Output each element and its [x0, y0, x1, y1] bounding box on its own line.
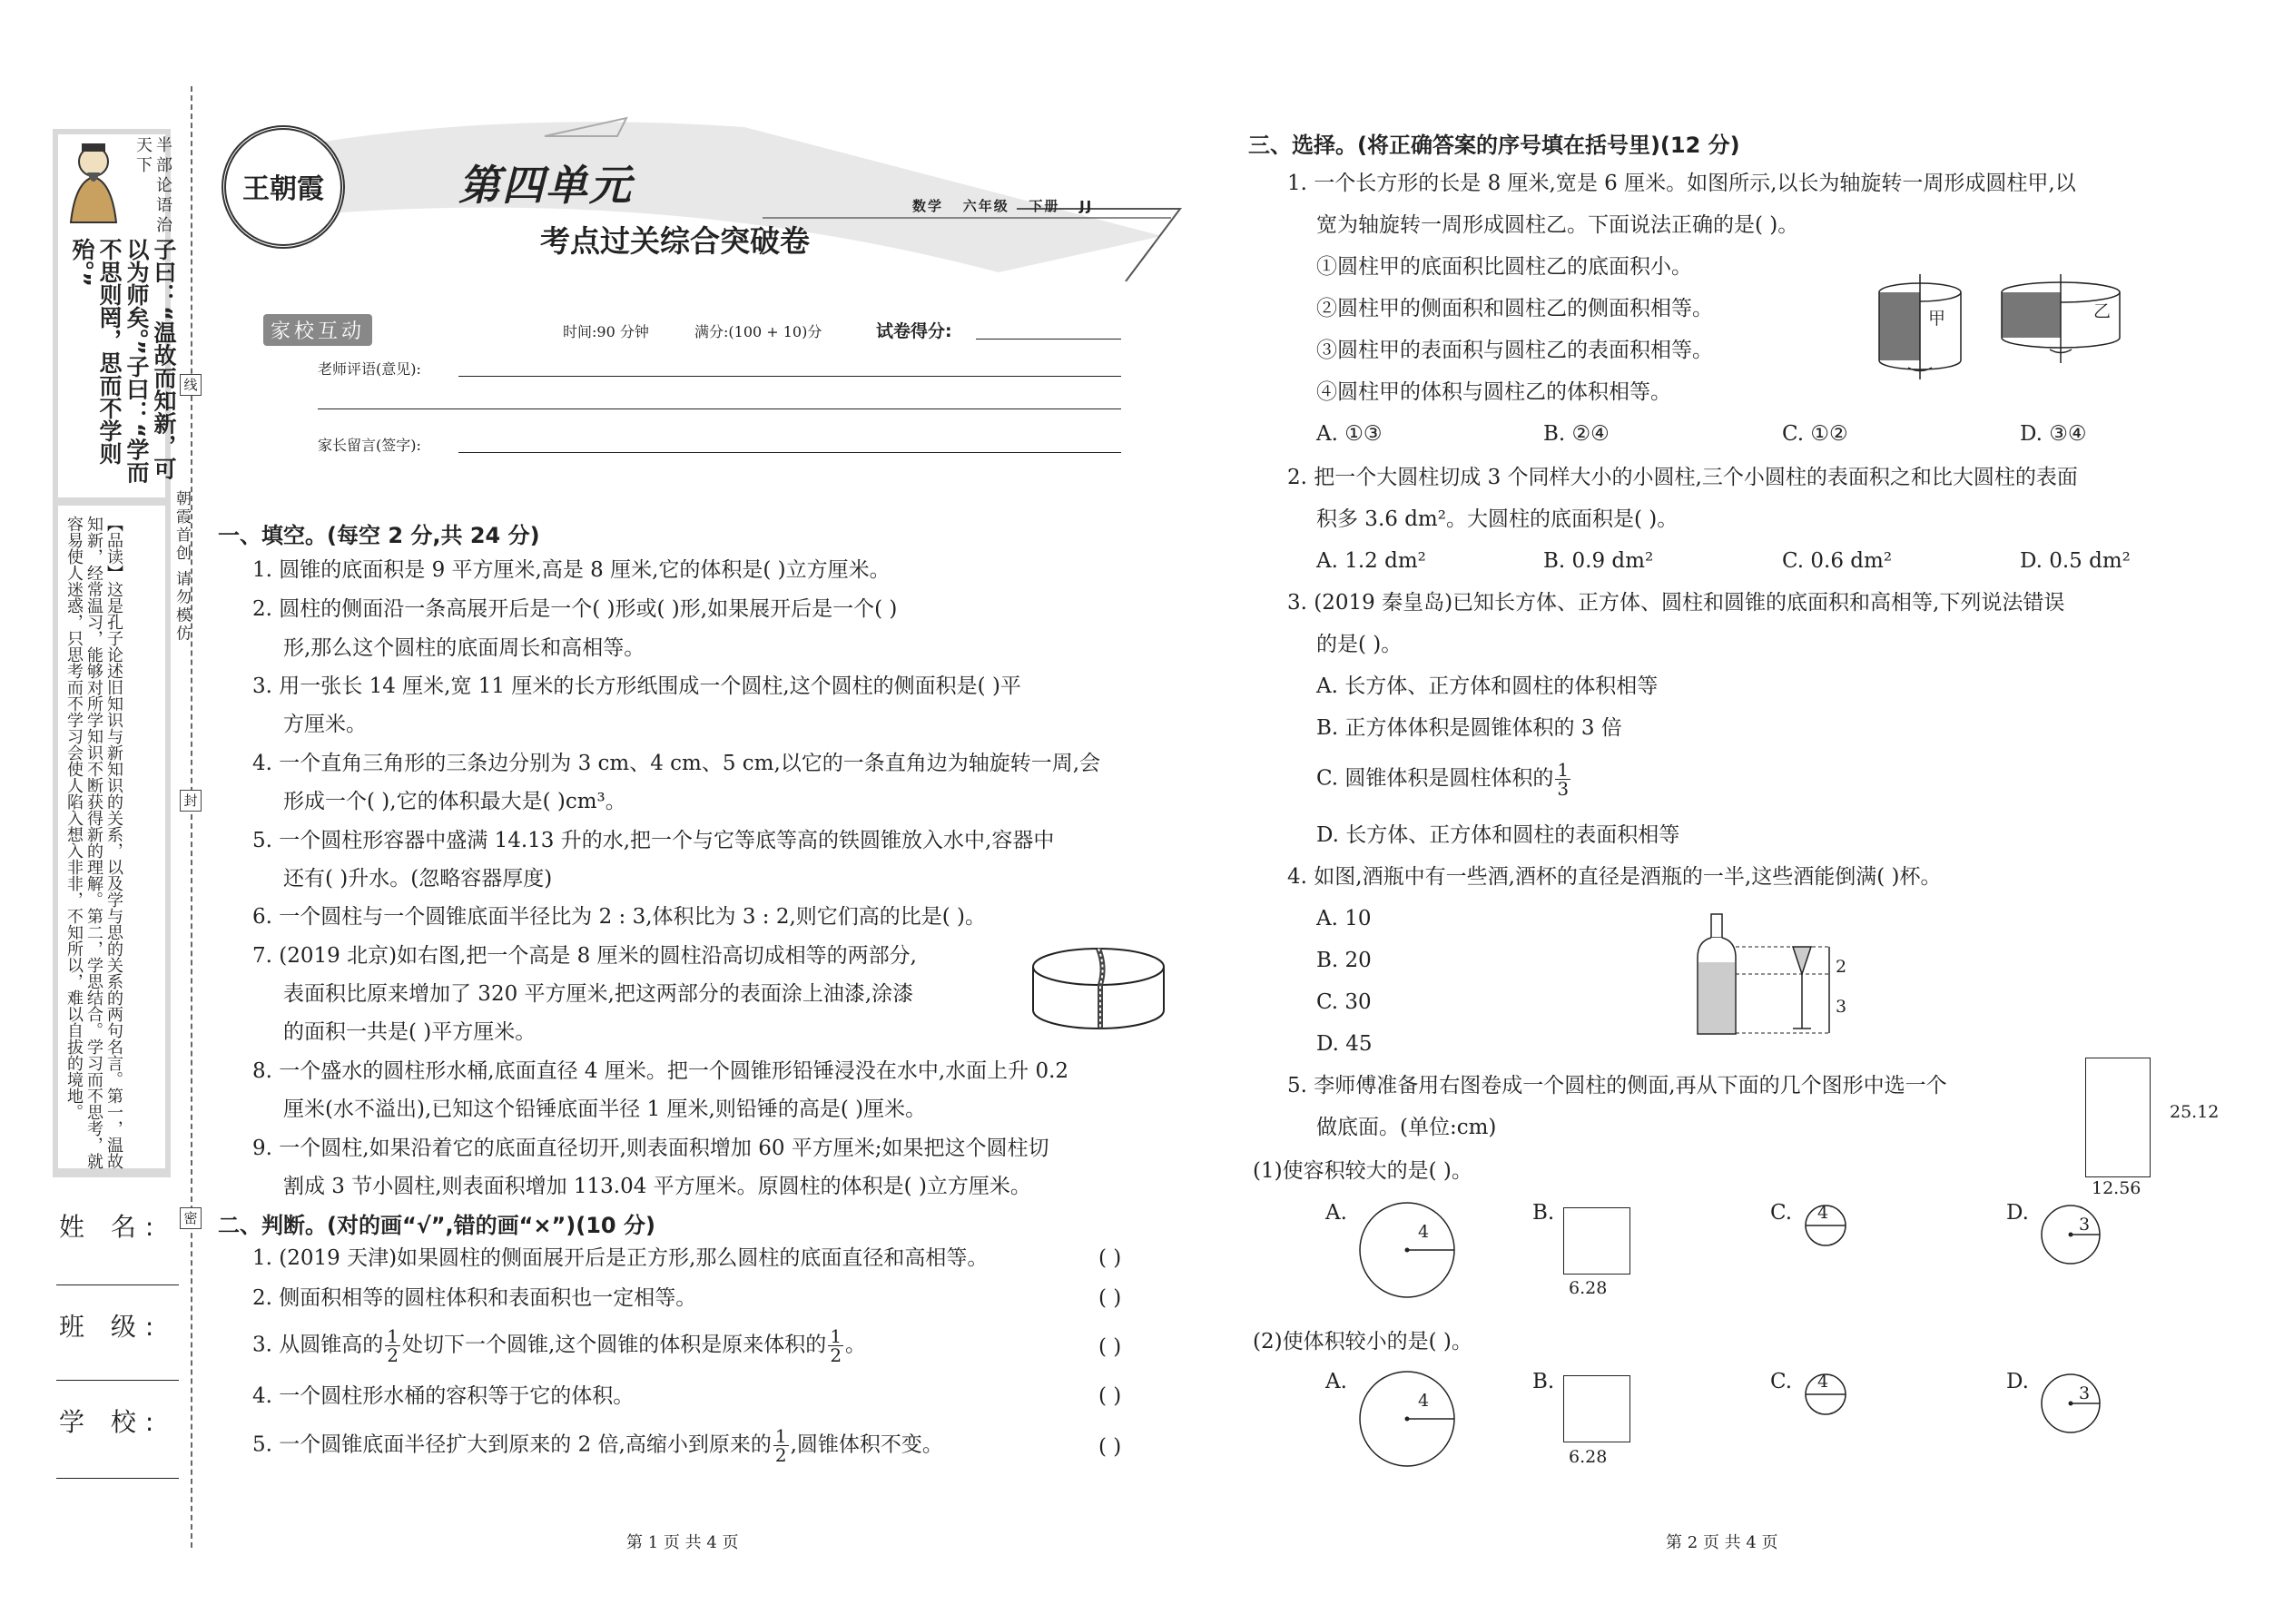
fraction-half: $\frac{1}{2}$ — [774, 1425, 787, 1466]
binding-cut-line — [191, 86, 192, 1548]
s3-q5-2-option-a[interactable]: A. — [1325, 1370, 1347, 1393]
rect-width-label: 12.56 — [2092, 1178, 2141, 1198]
full-score: 满分:(100 + 10)分 — [694, 323, 822, 340]
s1-q3-line2: 方厘米。 — [283, 713, 367, 736]
fraction-half: $\frac{1}{2}$ — [387, 1325, 399, 1366]
s3-q5-1-option-c[interactable]: C. — [1770, 1201, 1793, 1225]
circle-diameter-label: 4 — [1817, 1372, 1829, 1392]
s3-q1-option-a[interactable]: A. ①③ — [1316, 422, 1383, 446]
section-2-title: 二、判断。(对的画“√”,错的画“×”)(10 分) — [218, 1213, 655, 1238]
label-yi: 乙 — [2093, 301, 2112, 321]
s3-q2-option-c[interactable]: C. 0.6 dm² — [1782, 549, 1893, 573]
page-number-right: 第 2 页 共 4 页 — [1666, 1533, 1778, 1552]
s3-q4-option-d[interactable]: D. 45 — [1316, 1032, 1373, 1056]
s1-q9-line1: 9. 一个圆柱,如果沿着它的底面直径切开,则表面积增加 60 平方厘米;如果把这个圆柱切 — [252, 1137, 1049, 1160]
square-side-label: 6.28 — [1569, 1278, 1608, 1298]
s1-q6: 6. 一个圆柱与一个圆锥底面半径比为 2 : 3,体积比为 3 : 2,则它们高的比是( )。 — [252, 905, 987, 929]
s2-q5-text-a: 5. 一个圆锥底面半径扩大到原来的 2 倍,高缩小到原来的 — [252, 1432, 772, 1457]
s2-q3-answer[interactable]: ( ) — [1098, 1335, 1122, 1359]
s1-q8-line1: 8. 一个盛水的圆柱形水桶,底面直径 4 厘米。把一个圆锥形铅锤浸没在水中,水面上升 0.2 — [252, 1059, 1069, 1083]
circle-radius-label: 4 — [1418, 1391, 1430, 1411]
s3-q1-option-c[interactable]: C. ①② — [1782, 422, 1848, 446]
s3-q5-1-option-d[interactable]: D. — [2006, 1201, 2029, 1225]
class-label: 班 级: — [59, 1312, 163, 1342]
s3-q4-option-b[interactable]: B. 20 — [1316, 949, 1372, 972]
s2-q5-answer[interactable]: ( ) — [1098, 1435, 1122, 1459]
s2-q4-answer[interactable]: ( ) — [1098, 1384, 1122, 1408]
s3-q5-2-option-c[interactable]: C. — [1770, 1370, 1793, 1393]
section-1-title: 一、填空。(每空 2 分,共 24 分) — [218, 523, 540, 548]
square-side-label: 6.28 — [1569, 1447, 1608, 1467]
s3-q1-option-d[interactable]: D. ③④ — [2020, 422, 2087, 446]
brand-logo — [222, 125, 345, 249]
s3-q1-stmt3: ③圆柱甲的表面积与圆柱乙的表面积相等。 — [1316, 339, 1713, 362]
s3-q5-1-option-a[interactable]: A. — [1325, 1201, 1347, 1225]
motto-title: 半部论语治天下 — [133, 136, 172, 236]
s1-q2-line2: 形,那么这个圆柱的底面周长和高相等。 — [283, 636, 645, 660]
parent-message-field[interactable] — [458, 452, 1121, 453]
cut-mark-feng: 封 — [180, 790, 202, 812]
page-number-left: 第 1 页 共 4 页 — [626, 1533, 739, 1552]
s1-q4-line1: 4. 一个直角三角形的三条边分别为 3 cm、4 cm、5 cm,以它的一条直角边为轴旋转一周,会 — [252, 752, 1101, 775]
s3-q5-part2: (2)使体积较小的是( )。 — [1253, 1330, 1472, 1353]
name-field[interactable] — [56, 1284, 179, 1285]
s2-q1: 1. (2019 天津)如果圆柱的侧面展开后是正方形,那么圆柱的底面直径和高相等。 — [252, 1246, 989, 1270]
s2-q2-answer[interactable]: ( ) — [1098, 1286, 1122, 1310]
brand-logo-text: 王朝霞 — [242, 173, 324, 205]
cylinder-cut-figure — [1024, 940, 1178, 1039]
s2-q1-answer[interactable]: ( ) — [1098, 1246, 1122, 1270]
s2-q5 — [252, 1427, 943, 1464]
glass-height-label: 2 — [1836, 957, 1847, 977]
s1-q5-line2: 还有( )升水。(忽略容器厚度) — [283, 867, 553, 891]
course-tags — [912, 196, 1093, 215]
s2-q4: 4. 一个圆柱形水桶的容积等于它的体积。 — [252, 1384, 635, 1408]
class-field[interactable] — [56, 1380, 179, 1381]
confucius-icon — [62, 136, 125, 227]
exam-subtitle: 考点过关综合突破卷 — [540, 223, 810, 259]
teacher-comment-label: 老师评语(意见): — [318, 360, 421, 378]
s3-q4-option-a[interactable]: A. 10 — [1316, 907, 1372, 930]
rotation-cylinders-figure — [1852, 272, 2133, 381]
score-field[interactable] — [976, 339, 1121, 340]
s1-q7-line3: 的面积一共是( )平方厘米。 — [283, 1020, 537, 1044]
s1-q7-line2: 表面积比原来增加了 320 平方厘米,把这两部分的表面涂上油漆,涂漆 — [283, 982, 914, 1006]
s3-q2-option-b[interactable]: B. 0.9 dm² — [1543, 549, 1654, 573]
lateral-rectangle — [2085, 1058, 2151, 1177]
square-shape — [1563, 1375, 1630, 1442]
s3-q3-option-d[interactable]: D. 长方体、正方体和圆柱的表面积相等 — [1316, 823, 1680, 847]
s3-q1-option-b[interactable]: B. ②④ — [1543, 422, 1610, 446]
edition-tag: JJ — [1079, 198, 1094, 214]
teacher-comment-line-2[interactable] — [318, 408, 1121, 409]
s1-q8-line2: 厘米(水不溢出),已知这个铅锤底面半径 1 厘米,则铅锤的高是( )厘米。 — [283, 1097, 927, 1121]
section-3-title: 三、选择。(将正确答案的序号填在括号里)(12 分) — [1248, 133, 1740, 158]
s3-q3-line1: 3. (2019 秦皇岛)已知长方体、正方体、圆柱和圆锥的底面积和高相等,下列说法错误 — [1287, 591, 2065, 615]
subject-tag: 数学 — [912, 198, 944, 214]
s2-q2: 2. 侧面积相等的圆柱体积和表面积也一定相等。 — [252, 1286, 697, 1310]
exam-time: 时间:90 分钟 — [563, 323, 649, 340]
circle-diameter-label: 4 — [1817, 1203, 1829, 1223]
circle-r3-shape — [2039, 1203, 2102, 1266]
family-school-badge: 家校互动 — [263, 314, 372, 346]
confucius-quote: 子曰：“温故而知新，可以为师矣。”子曰：“学而不思则罔，思而不学则殆。” — [69, 238, 177, 484]
school-field[interactable] — [56, 1478, 179, 1479]
s3-q4: 4. 如图,酒瓶中有一些酒,酒杯的直径是酒瓶的一半,这些酒能倒满( )杯。 — [1287, 865, 1942, 889]
s1-q7-line1: 7. (2019 北京)如右图,把一个高是 8 厘米的圆柱沿高切成相等的两部分, — [252, 944, 917, 968]
s3-q3-option-c[interactable]: C. 圆锥体积是圆柱体积的 $\frac{1}{3}$ — [1316, 759, 1570, 800]
s3-q5-line2: 做底面。(单位:cm) — [1316, 1116, 1497, 1139]
s3-q3-option-b[interactable]: B. 正方体体积是圆锥体积的 3 倍 — [1316, 716, 1622, 740]
s1-q9-line2: 割成 3 节小圆柱,则表面积增加 113.04 平方厘米。原圆柱的体积是( )立方厘米。 — [283, 1175, 1031, 1198]
s3-q1-line2: 宽为轴旋转一周形成圆柱乙。下面说法正确的是( )。 — [1316, 213, 1799, 237]
s1-q5-line1: 5. 一个圆柱形容器中盛满 14.13 升的水,把一个与它等底等高的铁圆锥放入水中,容器中 — [252, 829, 1055, 852]
circle-radius-label: 4 — [1418, 1222, 1430, 1242]
circle-radius-label: 3 — [2079, 1383, 2091, 1403]
s2-q5-text-b: ,圆锥体积不变。 — [790, 1432, 943, 1457]
s3-q1-line1: 1. 一个长方形的长是 8 厘米,宽是 6 厘米。如图所示,以长为轴旋转一周形成圆柱甲,以 — [1287, 172, 2076, 195]
circle-radius-label: 3 — [2079, 1215, 2091, 1235]
s3-q1-stmt1: ①圆柱甲的底面积比圆柱乙的底面积小。 — [1316, 255, 1692, 279]
s3-q3-line2: 的是( )。 — [1316, 633, 1403, 656]
cut-mark-mi: 密 — [180, 1207, 202, 1229]
grade-tag: 六年级 — [962, 198, 1009, 214]
s2-q3: 3. 从圆锥高的 $\frac{1}{2}$ 处切下一个圆锥,这个圆锥的体积是原来体积的 $\frac{1}{2}$ 。 — [252, 1325, 867, 1366]
s2-q3-text-b: 处切下一个圆锥,这个圆锥的体积是原来体积的 — [402, 1333, 827, 1357]
s3-q5-part1: (1)使容积较大的是( )。 — [1253, 1159, 1472, 1183]
s1-q2-line1: 2. 圆柱的侧面沿一条高展开后是一个( )形或( )形,如果展开后是一个( ) — [252, 597, 898, 621]
circle-r4-shape — [1357, 1369, 1457, 1469]
fraction-third: $\frac{1}{3}$ — [1557, 759, 1570, 800]
s3-q5-line1: 5. 李师傅准备用右图卷成一个圆柱的侧面,再从下面的几个图形中选一个 — [1287, 1074, 1947, 1097]
liquid-height-label: 3 — [1836, 997, 1847, 1017]
reading-note: 【品读】这是孔子论述旧知识与新知识的关系，以及学与思的关系的两句名言。第一，温故知新，经常温习，能够对所学知识不断获得新的理解。第二，学思结合。学习而不思考，就容易使人迷惑，只思考而不学习会使人陷入想入非非，不知所以，难以自拔的境地。 — [64, 516, 123, 1169]
s3-q5-2-option-d[interactable]: D. — [2006, 1370, 2029, 1393]
s3-q5-2-option-b[interactable]: B. — [1532, 1370, 1555, 1393]
s3-q3-option-a[interactable]: A. 长方体、正方体和圆柱的体积相等 — [1316, 674, 1659, 698]
s3-q2-line2: 积多 3.6 dm²。大圆柱的底面积是( )。 — [1316, 507, 1679, 531]
volume-tag: 下册 — [1029, 198, 1060, 214]
s3-q2-option-d[interactable]: D. 0.5 dm² — [2020, 549, 2131, 573]
s3-q4-option-c[interactable]: C. 30 — [1316, 990, 1372, 1014]
s1-q3-line1: 3. 用一张长 14 厘米,宽 11 厘米的长方形纸围成一个圆柱,这个圆柱的侧面积是( )平 — [252, 674, 1021, 698]
s1-q4-line2: 形成一个( ),它的体积最大是( )cm³。 — [283, 790, 626, 813]
fraction-half: $\frac{1}{2}$ — [830, 1325, 842, 1366]
rect-height-label: 25.12 — [2170, 1102, 2220, 1122]
s2-q3-text-a: 3. 从圆锥高的 — [252, 1333, 384, 1357]
name-label: 姓 名: — [59, 1212, 163, 1242]
s3-q1-stmt2: ②圆柱甲的侧面积和圆柱乙的侧面积相等。 — [1316, 297, 1713, 320]
school-label: 学 校: — [59, 1407, 163, 1437]
parent-message-label: 家长留言(签字): — [318, 437, 421, 454]
label-jia: 甲 — [1928, 309, 1946, 329]
cut-mark-xian: 线 — [180, 374, 202, 396]
s3-q1-stmt4: ④圆柱甲的体积与圆柱乙的体积相等。 — [1316, 380, 1671, 404]
square-shape — [1563, 1207, 1630, 1275]
circle-r3-shape — [2039, 1372, 2102, 1435]
score-label: 试卷得分: — [876, 321, 952, 341]
s3-q2-line1: 2. 把一个大圆柱切成 3 个同样大小的小圆柱,三个小圆柱的表面积之和比大圆柱的表面 — [1287, 466, 2078, 489]
unit-title: 第四单元 — [458, 161, 633, 210]
s3-q5-1-option-b[interactable]: B. — [1532, 1201, 1555, 1225]
copyright-note: 朝霞首创 请勿模仿 — [172, 490, 191, 644]
s1-q1: 1. 圆锥的底面积是 9 平方厘米,高是 8 厘米,它的体积是( )立方厘米。 — [252, 558, 891, 582]
circle-r4-shape — [1357, 1200, 1457, 1300]
s3-q2-option-a[interactable]: A. 1.2 dm² — [1316, 549, 1426, 573]
teacher-comment-field[interactable] — [458, 376, 1121, 377]
